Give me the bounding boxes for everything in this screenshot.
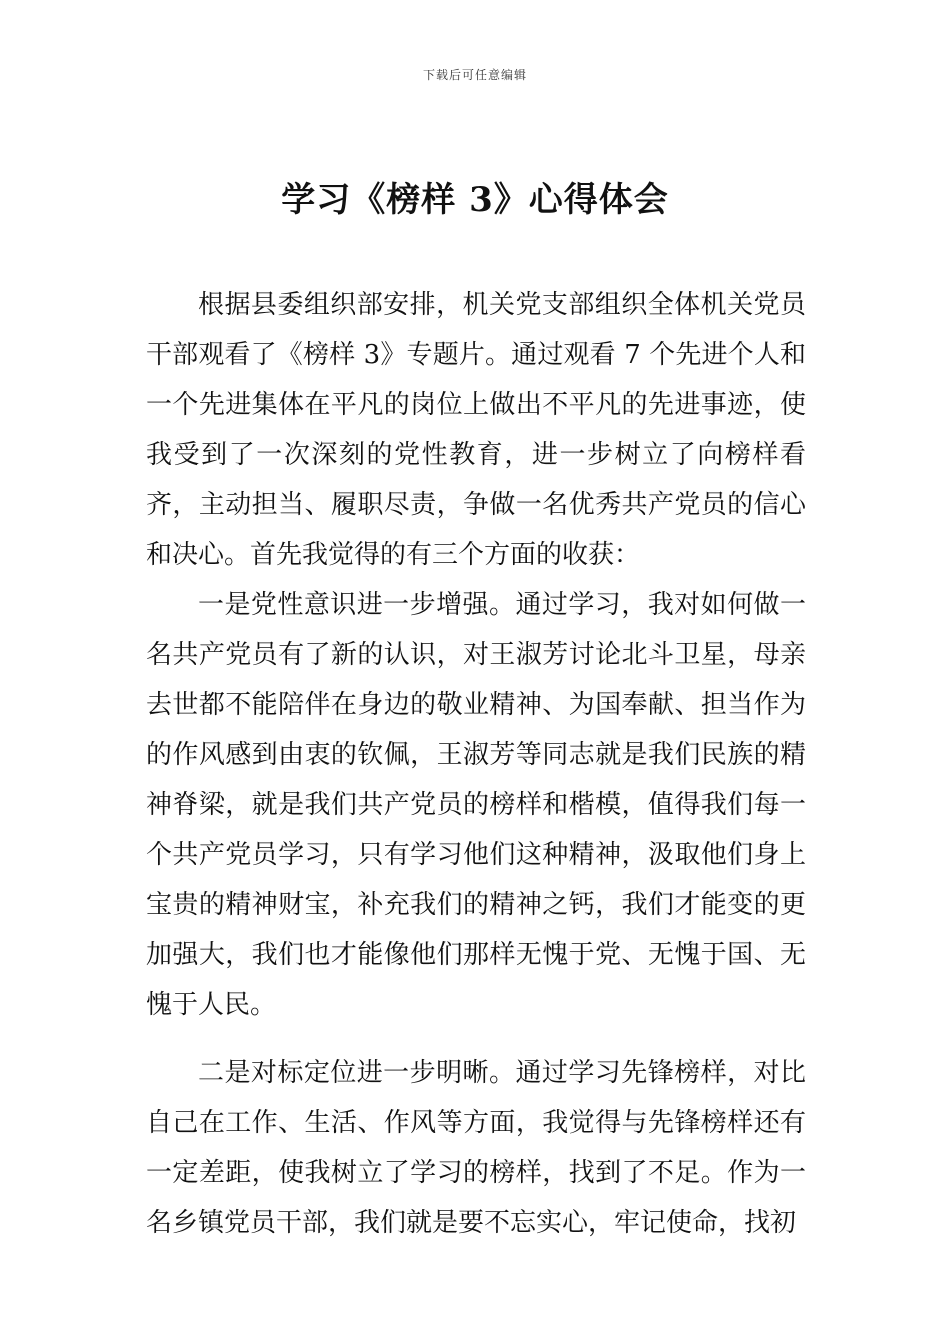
document-title: 学习《榜样 3》心得体会 <box>281 180 669 220</box>
page-header-note: 下载后可任意编辑 <box>422 68 527 82</box>
paragraph-point-one: 一是党性意识进一步增强。通过学习，我对如何做一名共产党员有了新的认识，对王淑芳讨论北斗卫星，母亲去世都不能陪伴在身边的敬业精神、为国奉献、担当作为的作风感到由衷的钦佩，王淑芳等同志就是我们民族的精神脊梁，就是我们共产党员的榜样和楷模，值得我们每一个共产党员学习，只有学习他们这种精神，汲取他们身上宝贵的精神财宝，补充我们的精神之钙，我们才能变的更加强大，我们也才能像他们那样无愧于党、无愧于国、无愧于人民。 <box>146 590 806 1020</box>
paragraph-point-two: 二是对标定位进一步明晰。通过学习先锋榜样，对比自己在工作、生活、作风等方面，我觉得与先锋榜样还有一定差距，使我树立了学习的榜样，找到了不足。作为一名乡镇党员干部，我们就是要不忘实心，牢记使命，找初 <box>146 1058 806 1238</box>
document-body <box>146 280 806 1248</box>
paragraph-intro: 根据县委组织部安排，机关党支部组织全体机关党员干部观看了《榜样 3》专题片。通过观看 7 个先进个人和一个先进集体在平凡的岗位上做出不平凡的先进事迹，使我受到了一次深刻的党性教育，进一步树立了向榜样看齐，主动担当、履职尽责，争做一名优秀共产党员的信心和决心。首先我觉得的有三个方面的收获： <box>146 290 806 570</box>
